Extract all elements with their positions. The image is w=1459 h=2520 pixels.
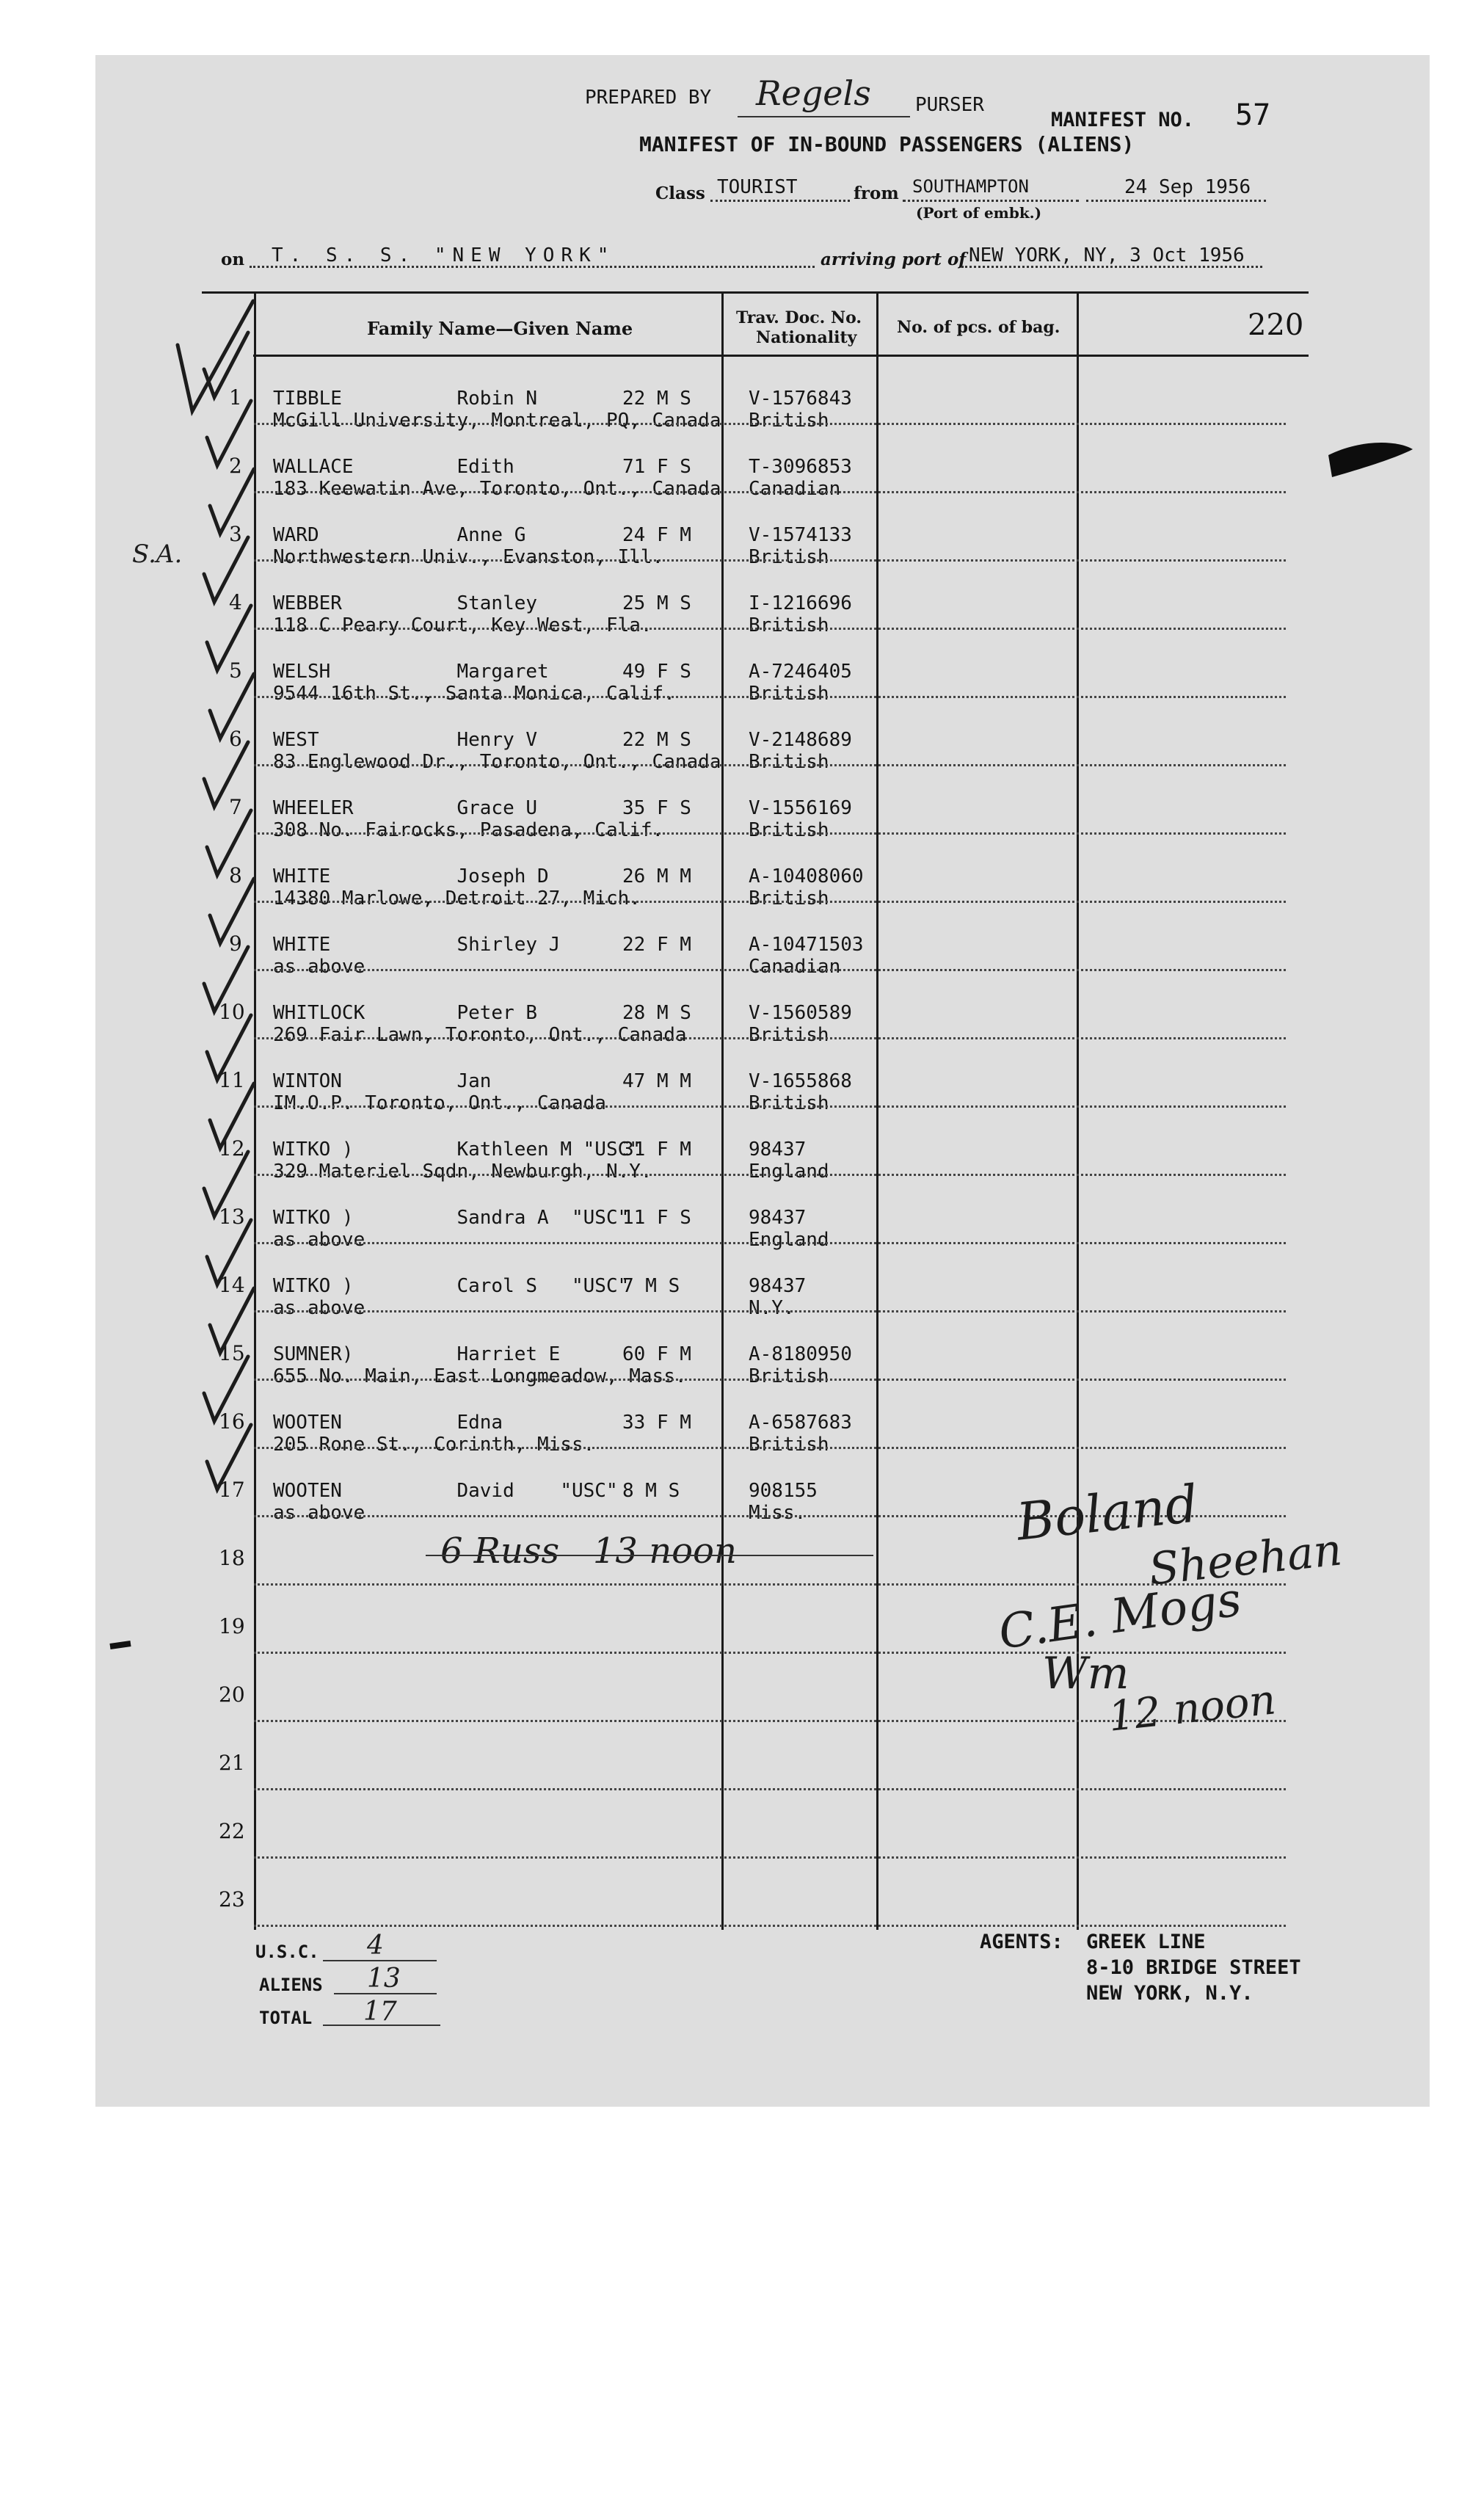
from-value: SOUTHAMPTON	[912, 176, 1029, 197]
passenger-name: WHITLOCK Peter B	[273, 1002, 538, 1024]
passenger-age-sex-status: 35 F S	[622, 797, 691, 819]
total-label: TOTAL	[259, 2008, 313, 2028]
row-number: 10	[219, 1000, 245, 1024]
row-number: 22	[219, 1819, 245, 1843]
travel-doc-no: A-8180950	[749, 1343, 852, 1365]
nationality: N.Y.	[749, 1297, 795, 1319]
passenger-name: WINTON Jan	[273, 1070, 492, 1092]
travel-doc-no: V-1574133	[749, 524, 852, 546]
signature-1: Boland	[1014, 1473, 1201, 1553]
passenger-age-sex-status: 22 M S	[622, 729, 691, 751]
passenger-age-sex-status: 22 F M	[622, 934, 691, 956]
row-number: 9	[229, 932, 242, 956]
check-mark	[207, 401, 251, 465]
manifest-no: 57	[1235, 98, 1271, 132]
travel-doc-no: V-1655868	[749, 1070, 852, 1092]
row-number: 18	[219, 1546, 245, 1570]
row-number: 13	[219, 1205, 245, 1229]
nationality: British	[749, 887, 829, 909]
usc-value: 4	[367, 1931, 384, 1961]
nationality: British	[749, 1434, 829, 1456]
travel-doc-no: V-1556169	[749, 797, 852, 819]
row-number: 15	[219, 1341, 245, 1365]
total-value: 17	[363, 1997, 397, 2027]
row-number: 2	[229, 454, 242, 478]
sa-mark: S.A.	[132, 540, 183, 569]
travel-doc-no: A-7246405	[749, 661, 852, 683]
passenger-address: 205 Rone St., Corinth, Miss.	[273, 1434, 595, 1456]
row-number: 17	[219, 1478, 245, 1502]
nationality: England	[749, 1229, 829, 1251]
passenger-address: Northwestern Univ., Evanston, Ill.	[273, 546, 664, 568]
passenger-age-sex-status: 11 F S	[622, 1207, 691, 1229]
passenger-age-sex-status: 31 F M	[622, 1139, 691, 1161]
margin-dash	[110, 1644, 131, 1646]
manifest-title: MANIFEST OF IN-BOUND PASSENGERS (ALIENS)	[639, 132, 1135, 156]
nationality: Canadian	[749, 478, 841, 500]
passenger-age-sex-status: 7 M S	[622, 1275, 680, 1297]
travel-doc-no: 98437	[749, 1275, 807, 1297]
check-mark	[204, 1152, 248, 1216]
class-label: Class	[655, 184, 705, 203]
passenger-address: 118 C Peary Court, Key West, Fla.	[273, 614, 652, 636]
check-mark	[204, 333, 248, 397]
row-number: 23	[219, 1887, 245, 1911]
class-value: TOURIST	[717, 176, 798, 198]
passenger-age-sex-status: 60 F M	[622, 1343, 691, 1365]
passenger-name: WELSH Margaret	[273, 661, 549, 683]
ink-blot	[1328, 443, 1413, 477]
passenger-address: 329 Materiel Sqdn, Newburgh, N.Y.	[273, 1161, 652, 1183]
row-number: 5	[229, 658, 242, 683]
passenger-age-sex-status: 71 F S	[622, 456, 691, 478]
signature-4: Wm	[1042, 1648, 1129, 1699]
usc-underline	[323, 1960, 437, 1961]
nationality: British	[749, 1365, 829, 1387]
usc-label: U.S.C.	[255, 1942, 319, 1962]
arriving-value: NEW YORK, NY, 3 Oct 1956	[969, 244, 1245, 266]
agents-line3: NEW YORK, N.Y.	[1086, 1982, 1254, 2005]
passenger-name: WITKO ) Kathleen M "USC"	[273, 1139, 641, 1161]
purser-label: PURSER	[915, 94, 984, 116]
row-number: 1	[229, 385, 242, 410]
check-mark	[207, 810, 251, 875]
nationality: Miss.	[749, 1502, 807, 1524]
date-value: 24 Sep 1956	[1124, 176, 1251, 198]
nationality: British	[749, 751, 829, 773]
row-number: 6	[229, 727, 242, 751]
check-mark	[204, 537, 248, 602]
passenger-address: McGill University, Montreal, PQ, Canada	[273, 410, 721, 432]
nationality: England	[749, 1161, 829, 1183]
travel-doc-no: A-10471503	[749, 934, 864, 956]
passenger-address: 269 Fair Lawn, Toronto, Ont., Canada	[273, 1024, 687, 1046]
check-mark	[210, 674, 254, 738]
passenger-address: 183 Keewatin Ave, Toronto, Ont., Canada	[273, 478, 721, 500]
from-note: (Port of embk.)	[916, 204, 1042, 222]
passenger-age-sex-status: 33 F M	[622, 1412, 691, 1434]
agents-line1: GREEK LINE	[1086, 1931, 1206, 1953]
passenger-name: WHITE Shirley J	[273, 934, 561, 956]
on-label: on	[221, 250, 245, 269]
ship-value: T. S. S. "NEW YORK"	[272, 244, 616, 266]
row-number: 14	[219, 1273, 245, 1297]
row-number: 12	[219, 1136, 245, 1161]
passenger-age-sex-status: 47 M M	[622, 1070, 691, 1092]
passenger-address: as above	[273, 1502, 365, 1524]
passenger-address: IM.O.P. Toronto, Ont., Canada	[273, 1092, 606, 1114]
passenger-age-sex-status: 28 M S	[622, 1002, 691, 1024]
page-count: 220	[1248, 308, 1304, 342]
check-mark	[204, 1357, 248, 1421]
passenger-address: as above	[273, 1229, 365, 1251]
passenger-name: WOOTEN David "USC"	[273, 1480, 618, 1502]
signature-2: Sheehan	[1146, 1524, 1345, 1596]
nationality: British	[749, 410, 829, 432]
row-number: 21	[219, 1751, 245, 1775]
from-label: from	[854, 184, 899, 203]
aliens-underline	[334, 1993, 437, 1994]
passenger-name: WALLACE Edith	[273, 456, 514, 478]
nationality: British	[749, 683, 829, 705]
passenger-address: as above	[273, 1297, 365, 1319]
total-underline	[323, 2025, 440, 2026]
travel-doc-no: V-1576843	[749, 388, 852, 410]
passenger-age-sex-status: 26 M M	[622, 865, 691, 887]
signature-3: C.E. Mogs	[995, 1572, 1245, 1660]
passenger-age-sex-status: 22 M S	[622, 388, 691, 410]
check-mark	[207, 606, 251, 670]
nationality: Canadian	[749, 956, 841, 978]
agents-label: AGENTS:	[980, 1931, 1063, 1953]
passenger-name: WHEELER Grace U	[273, 797, 538, 819]
passenger-name: WEBBER Stanley	[273, 592, 538, 614]
prepared-by-label: PREPARED BY	[585, 87, 712, 109]
travel-doc-no: V-1560589	[749, 1002, 852, 1024]
passenger-address: as above	[273, 956, 365, 978]
travel-doc-no: A-6587683	[749, 1412, 852, 1434]
passenger-name: WITKO ) Sandra A "USC"	[273, 1207, 630, 1229]
column-header-name: Family Name—Given Name	[367, 318, 633, 339]
prepared-by-signature: Regels	[756, 73, 871, 113]
check-mark	[210, 469, 254, 534]
agents-line2: 8-10 BRIDGE STREET	[1086, 1956, 1301, 1979]
check-mark	[207, 1015, 251, 1080]
passenger-name: TIBBLE Robin N	[273, 388, 538, 410]
manifest-no-label: MANIFEST NO.	[1051, 109, 1195, 131]
nationality: British	[749, 1024, 829, 1046]
travel-doc-no: I-1216696	[749, 592, 852, 614]
passenger-name: WOOTEN Edna	[273, 1412, 503, 1434]
travel-doc-no: T-3096853	[749, 456, 852, 478]
aliens-value: 13	[367, 1964, 401, 1994]
check-mark	[210, 879, 254, 943]
column-header-doc: Trav. Doc. No.	[736, 308, 862, 327]
row-number: 19	[219, 1614, 245, 1638]
passenger-name: WITKO ) Carol S "USC"	[273, 1275, 630, 1297]
row-number: 7	[229, 795, 242, 819]
nationality: British	[749, 1092, 829, 1114]
column-header-nationality: Nationality	[756, 328, 857, 347]
passenger-age-sex-status: 8 M S	[622, 1480, 680, 1502]
row-number: 3	[229, 522, 242, 546]
passenger-name: WHITE Joseph D	[273, 865, 549, 887]
row-number: 16	[219, 1409, 245, 1434]
passenger-name: SUMNER) Harriet E	[273, 1343, 561, 1365]
passenger-address: 83 Englewood Dr., Toronto, Ont., Canada	[273, 751, 721, 773]
passenger-age-sex-status: 49 F S	[622, 661, 691, 683]
row-number: 8	[229, 863, 242, 887]
arriving-label: arriving port of	[821, 250, 967, 269]
aliens-label: ALIENS	[259, 1975, 323, 1995]
passenger-address: 14380 Marlowe, Detroit 27, Mich.	[273, 887, 641, 909]
check-mark	[210, 1083, 254, 1148]
row-number: 20	[219, 1682, 245, 1707]
travel-doc-no: 98437	[749, 1207, 807, 1229]
travel-doc-no: V-2148689	[749, 729, 852, 751]
signature-5: 12 noon	[1106, 1676, 1278, 1741]
row18-handwritten-note: 6 Russ 13 noon	[440, 1530, 737, 1572]
travel-doc-no: 98437	[749, 1139, 807, 1161]
passenger-name: WEST Henry V	[273, 729, 538, 751]
nationality: British	[749, 546, 829, 568]
passenger-address: 9544 16th St., Santa Monica, Calif.	[273, 683, 675, 705]
check-mark	[204, 742, 248, 807]
travel-doc-no: A-10408060	[749, 865, 864, 887]
passenger-name: WARD Anne G	[273, 524, 526, 546]
passenger-age-sex-status: 24 F M	[622, 524, 691, 546]
nationality: British	[749, 614, 829, 636]
nationality: British	[749, 819, 829, 841]
row-number: 4	[229, 590, 242, 614]
check-mark	[204, 947, 248, 1012]
travel-doc-no: 908155	[749, 1480, 818, 1502]
check-mark	[207, 1425, 251, 1489]
passenger-age-sex-status: 25 M S	[622, 592, 691, 614]
passenger-address: 308 No. Fairocks, Pasadena, Calif.	[273, 819, 664, 841]
passenger-address: 655 No. Main, East Longmeadow, Mass.	[273, 1365, 687, 1387]
row-number: 11	[219, 1068, 245, 1092]
check-mark	[207, 1220, 251, 1285]
check-mark	[210, 1288, 254, 1353]
column-header-bags: No. of pcs. of bag.	[897, 318, 1060, 337]
